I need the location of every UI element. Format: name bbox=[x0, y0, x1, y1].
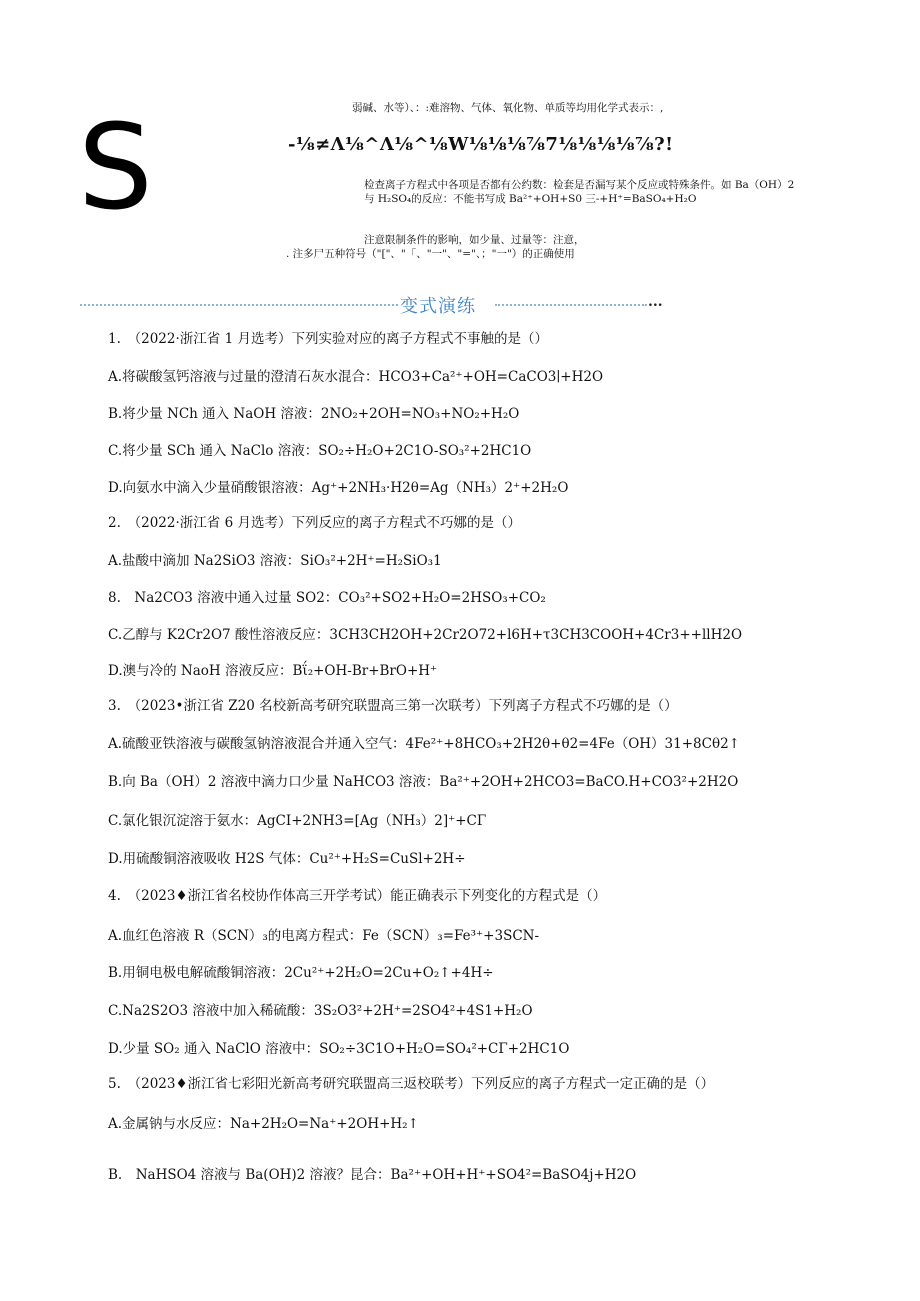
question-line: B.用铜电极电解硫酸铜溶液：2Cu²⁺+2H₂O=2Cu+O₂↑+4H÷ bbox=[108, 965, 494, 981]
check-line-2: 与 H₂SO₄的反应：不能书写成 Ba²⁺+OH+S0 三-+H⁺=BaSO₄+H₂O bbox=[364, 193, 697, 205]
garbled-formula-line: -⅛≠Λ⅛^Λ⅛^⅛W⅛⅛⅛⅞7⅛⅛⅛⅛⅞?! bbox=[288, 134, 674, 155]
question-line: 5. （2023♦浙江省七彩阳光新高考研究联盟高三返校联考）下列反应的离子方程式一定正确的是（） bbox=[108, 1076, 715, 1092]
question-line: C.将少量 SCh 通入 NaClo 溶液：SO₂÷H₂O+2C1O-SO₃²+2HC1O bbox=[108, 443, 532, 459]
check-line-1: 检查离子方程式中各项是否都有公约数：检套是否漏写某个反应或特殊条件。如 Ba（OH）2 bbox=[364, 179, 795, 191]
note-line-2: . 注多尸五种符号（"["、"「、"一"、"="、；"一"）的正确使用 bbox=[286, 248, 575, 260]
question-line: B. NaHSO4 溶液与 Ba(OH)2 溶液？昆合：Ba²⁺+OH+H⁺+SO4²=BaSO4j+H2O bbox=[108, 1167, 637, 1183]
question-line: A.将碳酸氢钙溶液与过量的澄清石灰水混合：HCO3+Ca²⁺+OH=CaCO3∣+H2O bbox=[108, 369, 604, 385]
question-line: A.盐酸中滴加 Na2SiO3 溶液：SiO₃²+2H⁺=H₂SiO₃1 bbox=[108, 553, 442, 569]
dotted-divider-left bbox=[80, 304, 398, 306]
dotted-divider-right bbox=[495, 304, 647, 306]
question-line: 3. （2023•浙江省 Z20 名校新高考研究联盟高三第一次联考）下列离子方程式不巧娜的是（） bbox=[108, 698, 678, 714]
question-line: 1. （2022·浙江省 1 月选考）下列实验对应的离子方程式不事触的是（） bbox=[108, 331, 548, 347]
question-line: B.将少量 NCh 通入 NaOH 溶液：2NO₂+2OH=NO₃+NO₂+H₂O bbox=[108, 406, 520, 422]
question-line: B.向 Ba（OH）2 溶液中滴力口少量 NaHCO3 溶液：Ba²⁺+2OH+2HCO3=BaCO.H+CO3²+2H2O bbox=[108, 774, 739, 790]
question-line: A.金属钠与水反应：Na+2H₂O=Na⁺+2OH+H₂↑ bbox=[108, 1116, 419, 1132]
question-line: 2. （2022·浙江省 6 月选考）下列反应的离子方程式不巧娜的是（） bbox=[108, 515, 521, 531]
section-ellipsis: ... bbox=[648, 294, 663, 310]
big-letter-s: S bbox=[78, 98, 153, 236]
question-line: A.血红色溶液 R（SCN）₃的电离方程式：Fe（SCN）₃=Fe³⁺+3SCN- bbox=[108, 928, 540, 944]
question-line: 4. （2023♦浙江省名校协作体高三开学考试）能正确表示下列变化的方程式是（） bbox=[108, 888, 607, 904]
question-line: 8. Na2CO3 溶液中通入过量 SO2：CO₃²+SO2+H₂O=2HSO₃+CO₂ bbox=[108, 590, 546, 606]
section-title: 变式演练 bbox=[400, 296, 476, 317]
question-line: A.硫酸亚铁溶液与碳酸氢钠溶液混合并通入空气：4Fe²⁺+8HCO₃+2H2θ+θ2=4Fe（OH）31+8Cθ2↑ bbox=[108, 736, 740, 752]
question-line: D.向氨水中滴入少量硝酸银溶液：Ag⁺+2NH₃·H2θ=Ag（NH₃）2⁺+2H₂O bbox=[108, 480, 569, 496]
header-line-1: 弱碱、水等）、：:难溶物、气体、氧化物、单质等均用化学式表示：, bbox=[352, 102, 664, 114]
section-heading bbox=[80, 292, 670, 318]
question-line: D.澳与冷的 NaoH 溶液反应：Bΐ₂+OH-Br+BrO+H⁺ bbox=[108, 663, 438, 679]
note-line-1: 注意限制条件的影响，如少量、过量等：注意， bbox=[364, 234, 585, 246]
question-line: C.乙醇与 K2Cr2O7 酸性溶液反应：3CH3CH2OH+2Cr2O72+l6H+τ3CH3COOH+4Cr3++llH2O bbox=[108, 627, 743, 643]
question-line: C.Na2S2O3 溶液中加入稀硫酸：3S₂O3²+2H⁺=2SO4²+4S1+H₂O bbox=[108, 1003, 533, 1019]
question-line: C.氯化银沉淀溶于氨水：AgCI+2NH3=[Ag（NH₃）2]⁺+CΓ bbox=[108, 813, 487, 829]
question-line: D.用硫酸铜溶液吸收 H2S 气体：Cu²⁺+H₂S=CuSl+2H÷ bbox=[108, 851, 466, 867]
question-line: D.少量 SO₂ 通入 NaClO 溶液中：SO₂÷3C1O+H₂O=SO₄²+CΓ+2HC1O bbox=[108, 1041, 570, 1057]
